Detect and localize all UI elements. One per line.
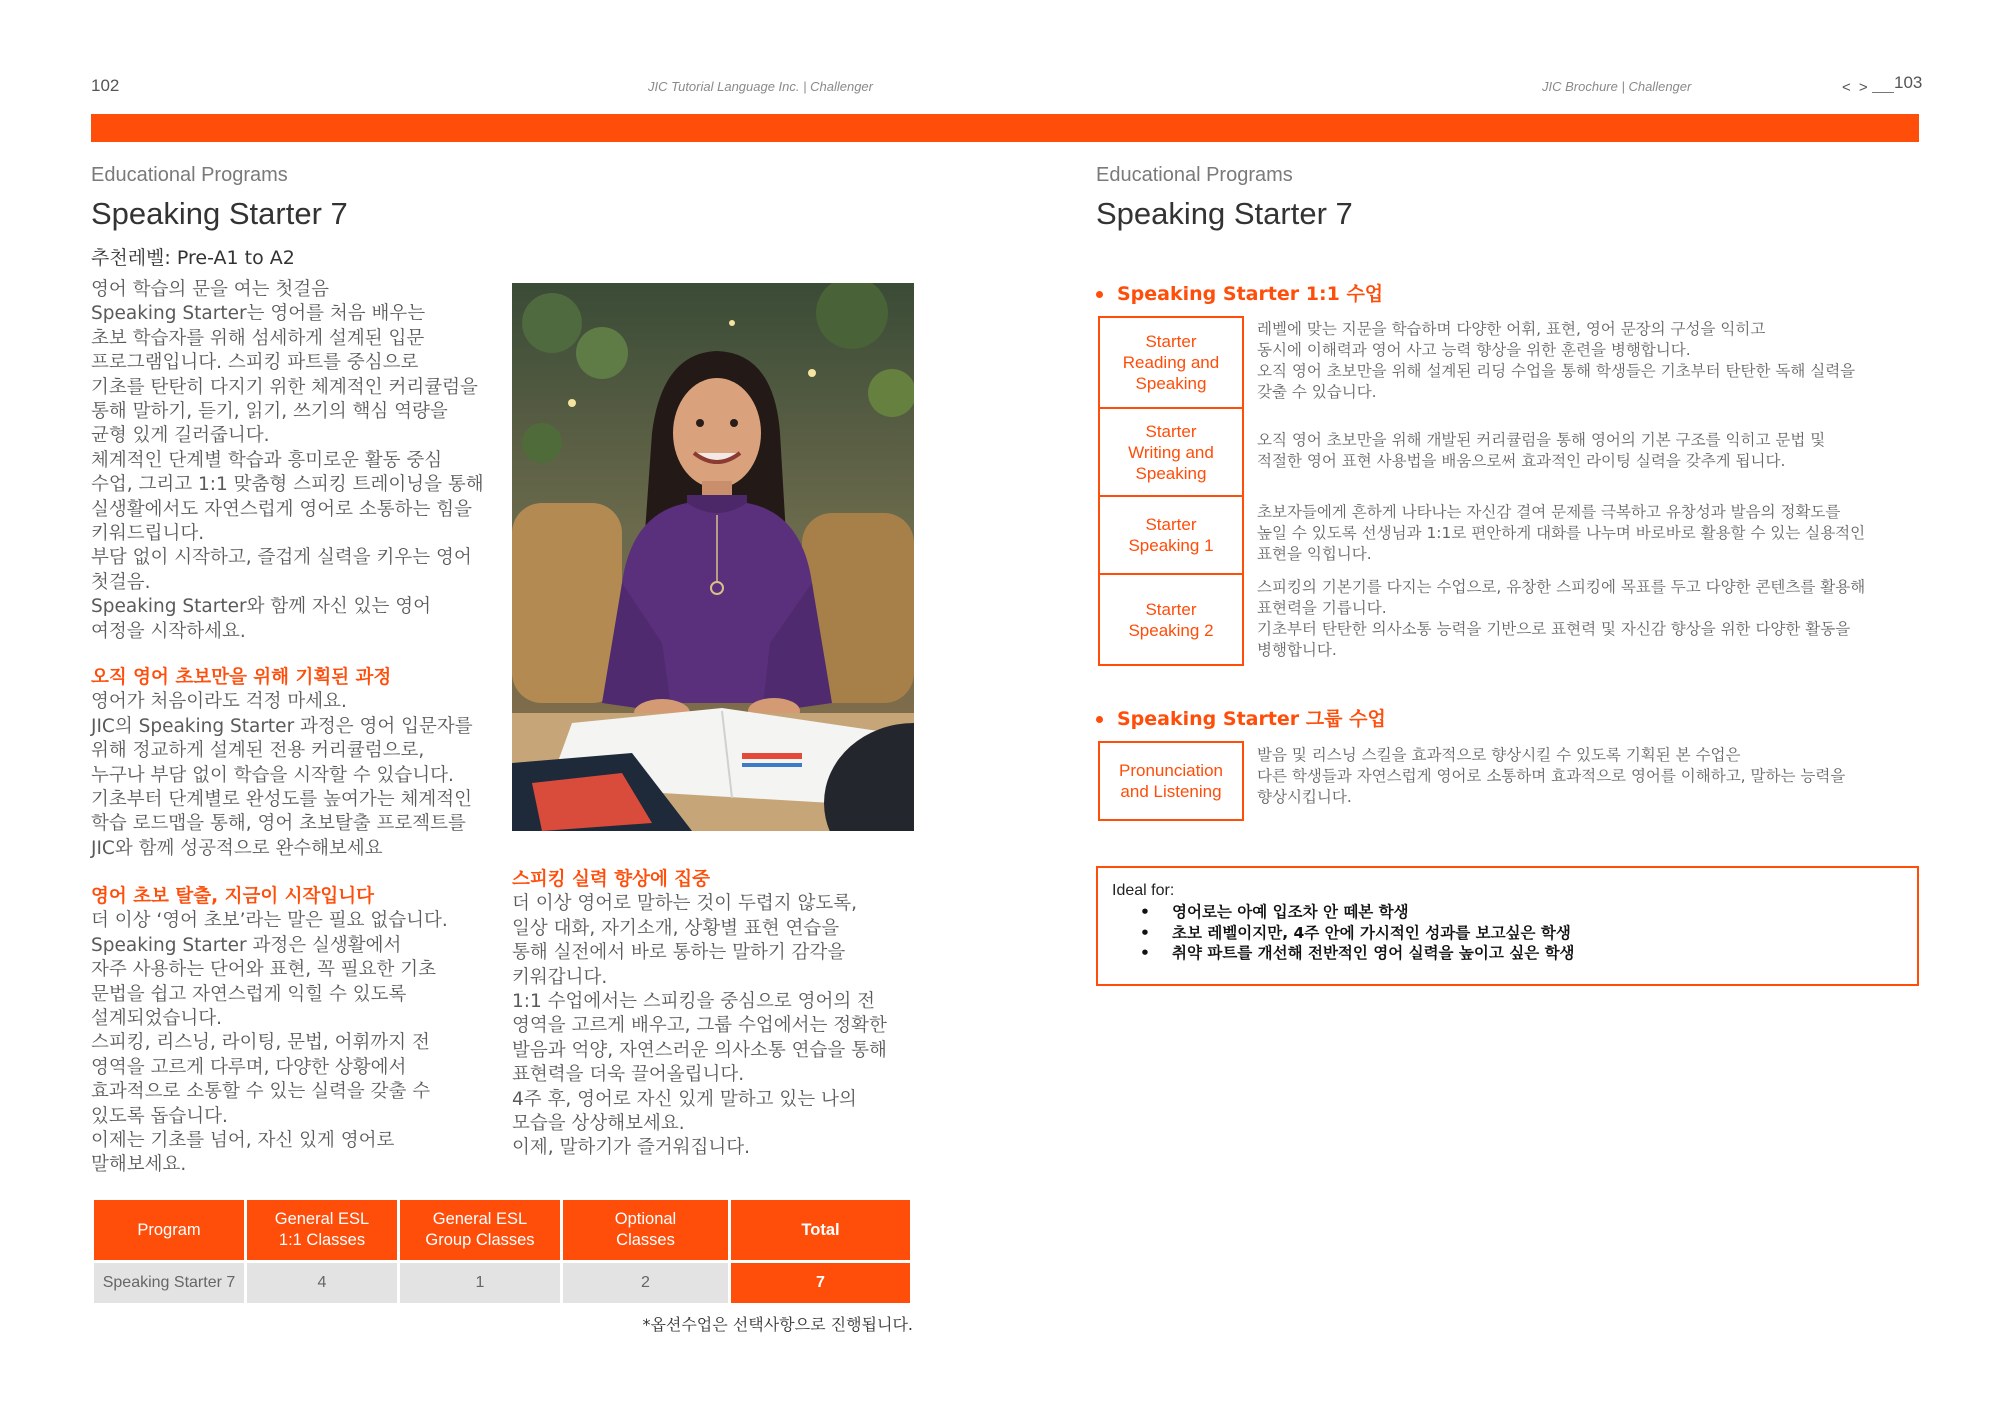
section-line: 통해 실전에서 바로 통하는 말하기 감각을	[512, 942, 846, 964]
section-line: 말해보세요.	[91, 1154, 187, 1176]
section-line: 영어가 처음이라도 걱정 마세요.	[91, 691, 347, 713]
section-line: 스피킹, 리스닝, 라이팅, 문법, 어휘까지 전	[91, 1032, 430, 1054]
student-photo-illustration	[512, 283, 914, 831]
section-line: 효과적으로 소통할 수 있는 실력을 갖출 수	[91, 1081, 431, 1103]
section-line: 표현력을 더욱 끌어올립니다.	[512, 1064, 745, 1086]
group-heading	[1096, 704, 1386, 731]
list-item: • 초보 레벨이지만, 4주 안에 가시적인 성과를 보고싶은 학생	[1112, 923, 1903, 944]
intro-line: 수업, 그리고 1:1 맞춤형 스피킹 트레이닝을 통해	[91, 474, 484, 496]
heading-text: Speaking Starter 그룹 수업	[1117, 708, 1386, 730]
program-classes-table	[91, 1197, 913, 1306]
recommended-level: 추천레벨: Pre-A1 to A2	[91, 247, 295, 269]
intro-line: Speaking Starter는 영어를 처음 배우는	[91, 303, 426, 325]
heading-text: Speaking Starter 1:1 수업	[1117, 283, 1384, 305]
list-item: • 영어로는 아예 입조차 안 떼본 학생	[1112, 902, 1903, 923]
intro-line: Speaking Starter와 함께 자신 있는 영어	[91, 596, 431, 618]
section-line: 있도록 돕습니다.	[91, 1105, 228, 1127]
right-running-header: JIC Brochure | Challenger	[1542, 79, 1692, 94]
course-writing-speaking-desc: 오직 영어 초보만을 위해 개발된 커리큘럼을 통해 영어의 기본 구조를 익히고 문법 및 적절한 영어 표현 사용법을 배움으로써 효과적인 라이팅 실력을 갖추게 됩니다.	[1257, 431, 1826, 470]
page-nav-underline	[1872, 92, 1894, 93]
section-line: Speaking Starter 과정은 실생활에서	[91, 934, 402, 956]
section-line: 4주 후, 영어로 자신 있게 말하고 있는 나의	[512, 1088, 857, 1110]
section-line: 누구나 부담 없이 학습을 시작할 수 있습니다.	[91, 764, 454, 786]
section-line: 키워갑니다.	[512, 966, 608, 988]
course-speaking-1-desc: 초보자들에게 흔하게 나타나는 자신감 결여 문제를 극복하고 유창성과 발음의 정확도를 높일 수 있도록 선생님과 1:1로 편안하게 대화를 나누며 바로바로 활용할 수 있는 실용적인 표현을 익힙니다.	[1257, 503, 1866, 563]
header-one-on-one: General ESL 1:1 Classes	[247, 1200, 397, 1260]
course-pronunciation-listening: Pronunciation and Listening	[1098, 741, 1244, 821]
table-footnote: *옵션수업은 선택사항으로 진행됩니다.	[642, 1315, 913, 1334]
section-line: 설계되었습니다.	[91, 1008, 222, 1030]
left-page-title: Speaking Starter 7	[91, 196, 348, 231]
bullet-icon	[1096, 291, 1103, 298]
section-line: JIC와 함께 성공적으로 완수해보세요	[91, 837, 383, 859]
section-line: 더 이상 영어로 말하는 것이 두렵지 않도록,	[512, 893, 857, 915]
intro-line: 통해 말하기, 듣기, 읽기, 쓰기의 핵심 역량을	[91, 401, 448, 423]
section-line: 문법을 쉽고 자연스럽게 익힐 수 있도록	[91, 983, 407, 1005]
header-group: General ESL Group Classes	[400, 1200, 560, 1260]
header-total: Total	[731, 1200, 910, 1260]
intro-line: 프로그램입니다. 스피킹 파트를 중심으로	[91, 352, 419, 374]
right-page-number: 103	[1894, 73, 1923, 92]
course-writing-speaking: Starter Writing and Speaking	[1098, 407, 1244, 497]
one-on-one-heading	[1096, 279, 1383, 306]
section-line: 일상 대화, 자기소개, 상황별 표현 연습을	[512, 917, 840, 939]
intro-line: 실생활에서도 자연스럽게 영어로 소통하는 힘을	[91, 498, 472, 520]
course-speaking-1: Starter Speaking 1	[1098, 495, 1244, 575]
section-line: 학습 로드맵을 통해, 영어 초보탈출 프로젝트를	[91, 813, 466, 835]
section-speaking-focus	[512, 868, 917, 1161]
section-line: 영역을 고르게 배우고, 그룹 수업에서는 정확한	[512, 1015, 887, 1037]
cell-one-on-one: 4	[247, 1263, 397, 1303]
section-line: 더 이상 ‘영어 초보’라는 말은 필요 없습니다.	[91, 910, 448, 932]
section-escape-beginner	[91, 885, 506, 1178]
section-line: 발음과 억양, 자연스러운 의사소통 연습을 통해	[512, 1039, 887, 1061]
section-line: 이제는 기초를 넘어, 자신 있게 영어로	[91, 1130, 395, 1152]
page-nav-arrows[interactable]: < >	[1842, 79, 1870, 96]
orange-header-bar	[91, 114, 1919, 142]
section-heading: 영어 초보 탈출, 지금이 시작입니다	[91, 886, 374, 907]
ideal-for-label: Ideal for:	[1112, 882, 1175, 899]
section-heading: 오직 영어 초보만을 위해 기획된 과정	[91, 667, 392, 688]
intro-line: 체계적인 단계별 학습과 흥미로운 활동 중심	[91, 449, 443, 471]
course-reading-speaking: Starter Reading and Speaking	[1098, 316, 1244, 409]
section-line: 자주 사용하는 단어와 표현, 꼭 필요한 기초	[91, 959, 436, 981]
section-line: 기초부터 단계별로 완성도를 높여가는 체계적인	[91, 789, 472, 811]
ideal-for-list	[1112, 902, 1903, 964]
cell-group: 1	[400, 1263, 560, 1303]
cell-optional: 2	[563, 1263, 728, 1303]
left-running-header: JIC Tutorial Language Inc. | Challenger	[648, 79, 873, 94]
header-optional: Optional Classes	[563, 1200, 728, 1260]
header-program: Program	[94, 1200, 244, 1260]
intro-line: 부담 없이 시작하고, 즐겁게 실력을 키우는 영어	[91, 547, 472, 569]
intro-line: 초보 학습자를 위해 섬세하게 설계된 입문	[91, 327, 425, 349]
intro-line: 영어 학습의 문을 여는 첫걸음	[91, 279, 329, 300]
course-reading-speaking-desc: 레벨에 맞는 지문을 학습하며 다양한 어휘, 표현, 영어 문장의 구성을 익히고 동시에 이해력과 영어 사고 능력 향상을 위한 훈련을 병행합니다. 오직 영어 초보만을 위해 설계된 리딩 수업을 통해 학생들은 기초부터 탄탄한 독해 실력을 갖출 수 있습니다.	[1257, 320, 1856, 401]
course-speaking-2-desc: 스피킹의 기본기를 다지는 수업으로, 유창한 스피킹에 목표를 두고 다양한 콘텐츠를 활용해 표현력을 기릅니다. 기초부터 탄탄한 의사소통 능력을 기반으로 표현력 및 자신감 향상을 위한 다양한 활동을 병행합니다.	[1257, 578, 1866, 659]
right-section-label: Educational Programs	[1096, 164, 1293, 186]
cell-total: 7	[731, 1263, 910, 1303]
intro-line: 여정을 시작하세요.	[91, 620, 246, 642]
right-page-title: Speaking Starter 7	[1096, 196, 1353, 231]
table-row	[94, 1263, 910, 1303]
bullet-icon	[1096, 716, 1103, 723]
ideal-for-box	[1096, 866, 1919, 986]
section-heading: 스피킹 실력 향상에 집중	[512, 869, 711, 890]
course-speaking-2: Starter Speaking 2	[1098, 573, 1244, 666]
course-pronunciation-listening-desc: 발음 및 리스닝 스킬을 효과적으로 향상시킬 수 있도록 기획된 본 수업은 다른 학생들과 자연스럽게 영어로 소통하며 효과적으로 영어를 이해하고, 말하는 능력을 향상시킵니다.	[1257, 746, 1846, 806]
cell-program: Speaking Starter 7	[94, 1263, 244, 1303]
section-line: 위해 정교하게 설계된 전용 커리큘럼으로,	[91, 740, 425, 762]
table-header-row	[94, 1200, 910, 1260]
intro-line: 키워드립니다.	[91, 523, 205, 545]
intro-line: 기초를 탄탄히 다지기 위한 체계적인 커리큘럼을	[91, 376, 478, 398]
left-section-label: Educational Programs	[91, 164, 288, 186]
section-beginners-only	[91, 666, 506, 861]
intro-line: 균형 있게 길러줍니다.	[91, 425, 270, 447]
intro-line: 첫걸음.	[91, 571, 151, 593]
intro-paragraph	[91, 278, 506, 644]
section-line: 영역을 고르게 다루며, 다양한 상황에서	[91, 1056, 407, 1078]
section-line: 1:1 수업에서는 스피킹을 중심으로 영어의 전	[512, 991, 875, 1013]
left-page-number: 102	[91, 76, 120, 95]
list-item: • 취약 파트를 개선해 전반적인 영어 실력을 높이고 싶은 학생	[1112, 943, 1903, 964]
section-line: 모습을 상상해보세요.	[512, 1113, 685, 1135]
student-photo	[512, 283, 914, 831]
section-line: JIC의 Speaking Starter 과정은 영어 입문자를	[91, 715, 473, 737]
section-line: 이제, 말하기가 즐거워집니다.	[512, 1137, 750, 1159]
